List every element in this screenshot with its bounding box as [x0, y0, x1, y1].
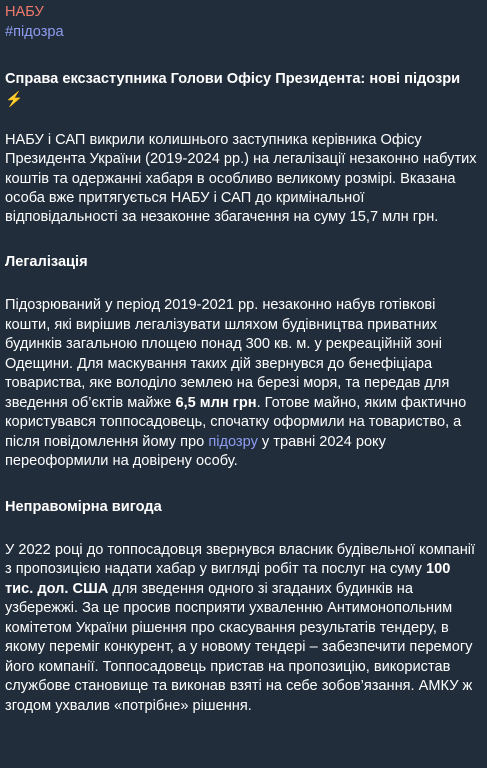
hashtag-link[interactable]: #підозра	[5, 24, 64, 40]
legalization-amount: 6,5 млн грн	[175, 394, 257, 411]
legalization-paragraph	[5, 296, 481, 472]
channel-message	[5, 0, 481, 716]
bribe-amount: 100 тис. дол. США	[5, 561, 451, 597]
lightning-icon: ⚡️	[5, 92, 24, 108]
post-title	[5, 69, 481, 111]
section-heading-bribe: Неправомірна вигода	[5, 498, 162, 515]
post-title-text: Справа ексзаступника Голови Офісу Президента: нові підозри	[5, 71, 461, 87]
bribe-text-a: У 2022 році до топпосадовця звернувся власник будівельної компанії з пропозицією надати хабар у вигляді робіт та послуг на суму	[5, 541, 476, 578]
intro-paragraph: НАБУ і САП викрили колишнього заступника керівника Офісу Президента України (2019-2024 рр.) на легалізації незаконно набутих коштів та одержанні хабаря в особливо великому розмірі. Вказана особа вже притягується НАБУ і САП до кримінальної відповідальності за незаконне збагачення на суму 15,7 млн грн.	[5, 132, 477, 226]
bribe-paragraph	[5, 541, 481, 717]
suspicion-link[interactable]: підозру	[208, 433, 258, 450]
legalization-text-b: . Готове майно, яким фактично користувався топпосадовець, спочатку оформили на товариство, а після повідомлення йому про	[5, 394, 467, 450]
section-heading-legalization: Легалізація	[5, 254, 88, 271]
bribe-text-b: для зведення одного зі згаданих будинків на узбережжі. За це просив посприяти ухваленню Антимонопольним комітетом України рішення про скасування результатів тендеру, в якому переміг конкурент, а у новому тендері – забезпечити перемогу його компанії. Топпосадовець пристав на пропозицію, використав службове становище та виконав взяті на себе зобов’язання. АМКУ ж згодом ухвалив «потрібне» рішення.	[5, 580, 473, 714]
legalization-text-c: у травні 2024 року переоформили на довірену особу.	[5, 433, 386, 470]
channel-name[interactable]: НАБУ	[5, 4, 44, 20]
legalization-text-a: Підозрюваний у період 2019-2021 рр. незаконно набув готівкові кошти, які вирішив легалізувати шляхом будівництва приватних будинків загальною площею понад 300 кв. м. у рекреаційній зоні Одещини. Для маскування таких дій звернувся до бенефіціара товариства, яке володіло землею на березі моря, та передав для зведення об’єктів майже	[5, 297, 450, 411]
